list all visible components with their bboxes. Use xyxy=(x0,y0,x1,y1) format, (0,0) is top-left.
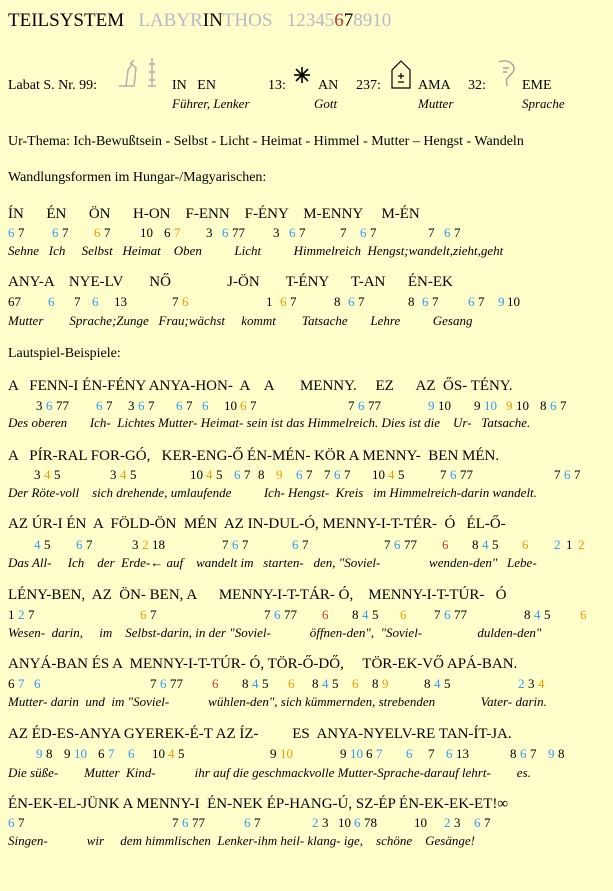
number-annotation: 7 xyxy=(108,746,115,761)
number-annotation: 6 xyxy=(160,676,167,691)
number-annotation: 6 xyxy=(46,398,53,413)
number-annotation: 4 xyxy=(482,537,489,552)
number-annotation: 6 xyxy=(450,467,457,482)
labat-n13: 13: xyxy=(268,78,286,93)
number-annotation: 6 xyxy=(138,398,145,413)
gloss-line-l3g: Das All- Ich der Erde-← auf wandelt im starten- den, "Soviel- wenden-den" Lebe- xyxy=(8,555,537,570)
section-lautspiel: Lautspiel-Beispiele: xyxy=(8,346,121,361)
number-annotation: 6 xyxy=(212,676,219,691)
number-annotation: 9 xyxy=(506,398,513,413)
number-annotation: 4 xyxy=(34,537,41,552)
number-annotation: 7 xyxy=(302,537,309,552)
number-annotation: 3 xyxy=(454,815,461,830)
word-line-l3: AZ ÚR-I ÉN A FÖLD-ÖN MÉN AZ IN-DUL-Ó, MENNY-I-T-TÉR- Ó ÉL-Ő- xyxy=(8,516,506,532)
word-line-w1: ÍN ÉN ÖN H-ON F-ENN F-ÉNY M-ENNY M-ÉN xyxy=(8,206,420,222)
number-annotation: 6 xyxy=(522,537,529,552)
number-annotation: 5 xyxy=(54,467,61,482)
number-annotation: 6 xyxy=(8,225,15,240)
number-annotation: 10 xyxy=(507,294,520,309)
number-annotation: 7 xyxy=(440,467,447,482)
gloss-gott: Gott xyxy=(314,96,338,111)
number-annotation: 2 xyxy=(578,537,585,552)
title-laby-b: IN xyxy=(202,10,223,31)
number-annotation: 6 xyxy=(292,537,299,552)
number-annotation: 9 xyxy=(270,746,277,761)
title-digits-a: 12345 xyxy=(286,10,335,31)
number-annotation: 10 xyxy=(152,746,165,761)
number-annotation: 7 xyxy=(18,676,25,691)
number-annotation: 6 xyxy=(400,607,407,622)
number-annotation: 6 xyxy=(92,294,99,309)
number-annotation: 77 xyxy=(284,607,297,622)
number-annotation: 6 xyxy=(98,746,105,761)
number-annotation: 7 xyxy=(254,815,261,830)
number-annotation: 7 xyxy=(104,225,111,240)
number-annotation: 6 xyxy=(352,676,359,691)
number-annotation: 5 xyxy=(44,537,51,552)
number-annotation: 7 xyxy=(18,815,25,830)
number-annotation: 6 xyxy=(176,398,183,413)
number-annotation: 6 xyxy=(234,467,241,482)
number-annotation: 6 xyxy=(96,398,103,413)
number-annotation: 8 xyxy=(46,746,53,761)
number-annotation: 6 xyxy=(76,537,83,552)
number-annotation: 6 xyxy=(280,294,287,309)
number-annotation: 8 xyxy=(312,676,319,691)
number-annotation: 77 xyxy=(368,398,381,413)
number-annotation: 10 xyxy=(74,746,87,761)
number-annotation: 6 xyxy=(244,815,251,830)
word-line-l6: AZ ÉD-ES-ANYA GYEREK-É-T AZ ÍZ- ES ANYA-NYELV-RE TAN-ÍT-JA. xyxy=(8,726,512,742)
number-annotation: 8 xyxy=(258,467,265,482)
number-annotation: 6 xyxy=(520,746,527,761)
labat-an: AN xyxy=(318,78,339,93)
number-annotation: 7 xyxy=(384,537,391,552)
number-annotation: 6 xyxy=(322,607,329,622)
number-annotation: 5 xyxy=(544,607,551,622)
number-annotation: 8 xyxy=(524,607,531,622)
number-annotation: 77 xyxy=(192,815,205,830)
number-annotation: 9 xyxy=(36,746,43,761)
number-annotation: 6 xyxy=(468,294,475,309)
gloss-line-w1g: Sehne Ich Selbst Heimat Oben Licht Himmelreich Hengst;wandelt,zieht,geht xyxy=(8,243,504,258)
number-annotation: 10 xyxy=(338,815,351,830)
number-annotation: 9 xyxy=(340,746,347,761)
word-line-l7: ÉN-EK-EL-JÜNK A MENNY-I ÉN-NEK ÉP-HANG-Ú, SZ-ÉP ÉN-EK-EK-ET!∞ xyxy=(8,796,509,812)
number-annotation: 8 xyxy=(558,746,565,761)
labat-n237: 237: xyxy=(356,78,381,93)
number-annotation: 7 xyxy=(148,398,155,413)
number-annotation: 10 xyxy=(484,398,497,413)
number-annotation: 6 xyxy=(182,294,189,309)
number-annotation: 9 xyxy=(382,676,389,691)
number-annotation: 8 xyxy=(472,537,479,552)
number-annotation: 9 xyxy=(474,398,481,413)
number-annotation: 7 xyxy=(574,467,581,482)
number-annotation: 7 xyxy=(484,815,491,830)
title-digits-b: 6 xyxy=(334,10,344,31)
number-annotation: 8 xyxy=(334,294,341,309)
number-annotation: 6 xyxy=(232,537,239,552)
section-wandlungsformen: Wandlungsformen im Hungar-/Magyarischen: xyxy=(8,170,267,185)
number-annotation: 7 xyxy=(299,225,306,240)
number-annotation: 7 xyxy=(432,294,439,309)
number-annotation: 7 xyxy=(428,746,435,761)
number-annotation: 77 xyxy=(232,225,245,240)
number-annotation: 77 xyxy=(454,607,467,622)
number-annotation: 7 xyxy=(554,467,561,482)
number-annotation: 7 xyxy=(434,607,441,622)
number-annotation: 1 xyxy=(566,537,573,552)
number-annotation: 7 xyxy=(244,467,251,482)
number-annotation: 7 xyxy=(478,294,485,309)
number-annotation: 6 xyxy=(296,467,303,482)
number-annotation: 5 xyxy=(178,746,185,761)
number-annotation: 5 xyxy=(372,607,379,622)
number-annotation: 8 xyxy=(424,676,431,691)
word-line-w2: ANY-A NYE-LV NŐ J-ÖN T-ÉNY T-AN ÉN-EK xyxy=(8,274,453,290)
labat-n32: 32: xyxy=(468,78,486,93)
number-annotation: 5 xyxy=(398,467,405,482)
number-annotation: 7 xyxy=(222,537,229,552)
labat-ama: AMA xyxy=(418,78,451,93)
labat-in-en: IN EN xyxy=(172,78,216,93)
number-annotation: 10 xyxy=(350,746,363,761)
number-annotation: 6 xyxy=(94,225,101,240)
number-annotation: 4 xyxy=(362,607,369,622)
number-annotation: 7 xyxy=(242,537,249,552)
number-annotation: 5 xyxy=(332,676,339,691)
number-annotation: 6 xyxy=(550,398,557,413)
number-annotation: 8 xyxy=(242,676,249,691)
number-annotation: 9 xyxy=(548,746,555,761)
number-annotation: 10 xyxy=(190,467,203,482)
number-annotation: 7 xyxy=(428,225,435,240)
number-annotation: 3 xyxy=(528,676,535,691)
number-annotation: 7 xyxy=(86,537,93,552)
number-annotation: 7 xyxy=(454,225,461,240)
number-annotation: 3 xyxy=(110,467,117,482)
title-laby-a: LABYR xyxy=(138,10,203,31)
number-annotation: 7 xyxy=(74,294,81,309)
gloss-line-l2g: Der Röte-voll sich drehende, umlaufende Ich- Hengst- Kreis im Himmelreich-darin wandelt. xyxy=(8,485,537,500)
number-annotation: 7 xyxy=(250,398,257,413)
number-annotation: 6 xyxy=(128,746,135,761)
number-annotation: 2 xyxy=(312,815,319,830)
number-annotation: 1 xyxy=(8,607,15,622)
number-annotation: 6 xyxy=(444,607,451,622)
number-annotation: 5 xyxy=(444,676,451,691)
title-laby-c: THOS xyxy=(222,10,273,31)
number-annotation: 6 xyxy=(8,676,15,691)
number-annotation: 77 xyxy=(170,676,183,691)
number-annotation: 5 xyxy=(216,467,223,482)
number-annotation: 7 xyxy=(340,225,347,240)
number-annotation: 4 xyxy=(206,467,213,482)
number-annotation: 10 xyxy=(280,746,293,761)
number-annotation: 6 xyxy=(474,815,481,830)
number-annotation: 7 xyxy=(324,467,331,482)
number-annotation: 7 xyxy=(344,467,351,482)
number-annotation: 6 xyxy=(34,676,41,691)
number-annotation: 2 xyxy=(444,815,451,830)
word-line-l2: A PÍR-RAL FOR-GÓ, KER-ENG-Ő ÉN-MÉN- KÖR A MENNY- BEN MÉN. xyxy=(8,448,500,464)
number-annotation: 6 xyxy=(360,225,367,240)
word-line-l5: ANYÁ-BAN ÉS A MENNY-I-T-TÚR- Ó, TÖR-Ő-DŐ, TÖR-EK-VŐ APÁ-BAN. xyxy=(8,656,518,672)
number-annotation: 7 xyxy=(172,294,179,309)
number-annotation: 4 xyxy=(322,676,329,691)
number-annotation: 10 xyxy=(140,225,153,240)
number-annotation: 3 xyxy=(322,815,329,830)
number-annotation: 13 xyxy=(114,294,127,309)
number-annotation: 7 xyxy=(150,607,157,622)
number-annotation: 6 xyxy=(8,815,15,830)
number-annotation: 3 xyxy=(132,537,139,552)
number-annotation: 4 xyxy=(534,607,541,622)
number-annotation: 6 xyxy=(422,294,429,309)
number-annotation: 4 xyxy=(44,467,51,482)
number-annotation: 7 xyxy=(18,225,25,240)
gloss-line-l6g: Die süße- Mutter Kind- ihr auf die geschmackvolle Mutter-Sprache-darauf lehrt- es. xyxy=(8,765,531,780)
number-annotation: 77 xyxy=(56,398,69,413)
number-annotation: 4 xyxy=(252,676,259,691)
gloss-line-w2g: Mutter Sprache;Zunge Frau;wächst kommt Tatsache Lehre Gesang xyxy=(8,313,473,328)
number-annotation: 6 xyxy=(564,467,571,482)
number-annotation: 7 xyxy=(290,294,297,309)
number-annotation: 7 xyxy=(264,607,271,622)
word-line-l4: LÉNY-BEN, AZ ÖN- BEN, A MENNY-I-T-TÁR- Ó, MENNY-I-T-TÚR- Ó xyxy=(8,587,507,603)
number-annotation: 7 xyxy=(174,225,181,240)
gloss-line-l5g: Mutter- darin und im "Soviel- wühlen-den", sich kümmernden, strebenden Vater- darin. xyxy=(8,694,547,709)
number-annotation: 2 xyxy=(18,607,25,622)
number-annotation: 7 xyxy=(62,225,69,240)
number-annotation: 6 xyxy=(580,607,587,622)
gloss-line-l4g: Wesen- darin, im Selbst-darin, in der "Soviel- öffnen-den", "Soviel- dulden-den" xyxy=(8,625,542,640)
number-annotation: 5 xyxy=(492,537,499,552)
number-annotation: 9 xyxy=(64,746,71,761)
number-annotation: 7 xyxy=(186,398,193,413)
number-annotation: 6 xyxy=(348,294,355,309)
number-annotation: 67 xyxy=(8,294,21,309)
number-annotation: 5 xyxy=(130,467,137,482)
number-annotation: 77 xyxy=(404,537,417,552)
number-annotation: 9 xyxy=(276,467,283,482)
number-annotation: 6 xyxy=(358,398,365,413)
number-annotation: 2 xyxy=(518,676,525,691)
number-annotation: 6 xyxy=(442,537,449,552)
cuneiform-in-en-icon xyxy=(116,56,166,92)
number-annotation: 78 xyxy=(364,815,377,830)
ur-thema: Ur-Thema: Ich-Bewußtsein - Selbst - Licht - Heimat - Himmel - Mutter – Hengst - Wandeln xyxy=(8,134,524,149)
number-annotation: 7 xyxy=(150,676,157,691)
number-annotation: 6 xyxy=(366,746,373,761)
number-annotation: 6 xyxy=(394,537,401,552)
gloss-line-l1g: Des oberen Ich- Lichtes Mutter- Heimat- sein ist das Himmelreich. Dies ist die Ur- Tatsache. xyxy=(8,415,531,430)
number-annotation: 10 xyxy=(438,398,451,413)
number-annotation: 4 xyxy=(538,676,545,691)
cuneiform-eme-icon xyxy=(495,58,519,90)
number-annotation: 6 xyxy=(52,225,59,240)
number-annotation: 6 xyxy=(182,815,189,830)
number-annotation: 6 xyxy=(140,607,147,622)
number-annotation: 6 xyxy=(202,398,209,413)
number-annotation: 8 xyxy=(540,398,547,413)
number-annotation: 6 xyxy=(164,225,171,240)
number-annotation: 18 xyxy=(152,537,165,552)
labat-eme: EME xyxy=(522,78,552,93)
number-annotation: 7 xyxy=(172,815,179,830)
number-annotation: 4 xyxy=(168,746,175,761)
number-annotation: 10 xyxy=(414,815,427,830)
number-annotation: 10 xyxy=(224,398,237,413)
cuneiform-star-icon xyxy=(293,66,311,84)
number-annotation: 7 xyxy=(530,746,537,761)
number-annotation: 4 xyxy=(388,467,395,482)
number-annotation: 2 xyxy=(554,537,561,552)
gloss-mutter: Mutter xyxy=(418,96,454,111)
number-annotation: 10 xyxy=(516,398,529,413)
gloss-sprache: Sprache xyxy=(522,96,565,111)
number-annotation: 6 xyxy=(446,746,453,761)
number-annotation: 3 xyxy=(273,225,280,240)
number-annotation: 4 xyxy=(434,676,441,691)
number-annotation: 6 xyxy=(289,225,296,240)
number-annotation: 10 xyxy=(372,467,385,482)
number-annotation: 7 xyxy=(376,746,383,761)
number-annotation: 7 xyxy=(560,398,567,413)
number-annotation: 7 xyxy=(106,398,113,413)
number-annotation: 6 xyxy=(274,607,281,622)
number-annotation: 7 xyxy=(370,225,377,240)
gloss-fuehrer: Führer, Lenker xyxy=(172,96,250,111)
number-annotation: 6 xyxy=(406,746,413,761)
number-annotation: 8 xyxy=(352,607,359,622)
number-annotation: 9 xyxy=(498,294,505,309)
number-annotation: 6 xyxy=(222,225,229,240)
number-annotation: 6 xyxy=(444,225,451,240)
number-annotation: 6 xyxy=(48,294,55,309)
number-annotation: 2 xyxy=(142,537,149,552)
cuneiform-ama-icon xyxy=(390,60,412,90)
number-annotation: 7 xyxy=(348,398,355,413)
number-annotation: 9 xyxy=(428,398,435,413)
number-annotation: 3 xyxy=(128,398,135,413)
number-annotation: 6 xyxy=(240,398,247,413)
number-annotation: 8 xyxy=(408,294,415,309)
number-annotation: 7 xyxy=(28,607,35,622)
title-digits-d: 8910 xyxy=(353,10,392,31)
number-annotation: 6 xyxy=(288,676,295,691)
number-annotation: 77 xyxy=(460,467,473,482)
word-line-l1: A FENN-I ÉN-FÉNY ANYA-HON- A A MENNY. EZ AZ ŐS- TÉNY. xyxy=(8,378,513,394)
number-annotation: 7 xyxy=(358,294,365,309)
number-annotation: 3 xyxy=(34,467,41,482)
gloss-line-l7g: Singen- wir dem himmlischen Lenker-ihm heil- klang- ige, schöne Gesänge! xyxy=(8,833,475,848)
number-annotation: 7 xyxy=(306,467,313,482)
number-annotation: 8 xyxy=(372,676,379,691)
number-annotation: 3 xyxy=(206,225,213,240)
number-annotation: 6 xyxy=(354,815,361,830)
number-annotation: 4 xyxy=(120,467,127,482)
number-annotation: 8 xyxy=(510,746,517,761)
number-annotation: 13 xyxy=(456,746,469,761)
title-digits-c: 7 xyxy=(343,10,354,31)
page-title xyxy=(8,10,391,32)
number-annotation: 6 xyxy=(334,467,341,482)
title-word: TEILSYSTEM xyxy=(8,10,125,31)
number-annotation: 5 xyxy=(262,676,269,691)
labat-prefix: Labat S. Nr. 99: xyxy=(8,78,98,93)
number-annotation: 1 xyxy=(266,294,273,309)
number-annotation: 3 xyxy=(36,398,43,413)
